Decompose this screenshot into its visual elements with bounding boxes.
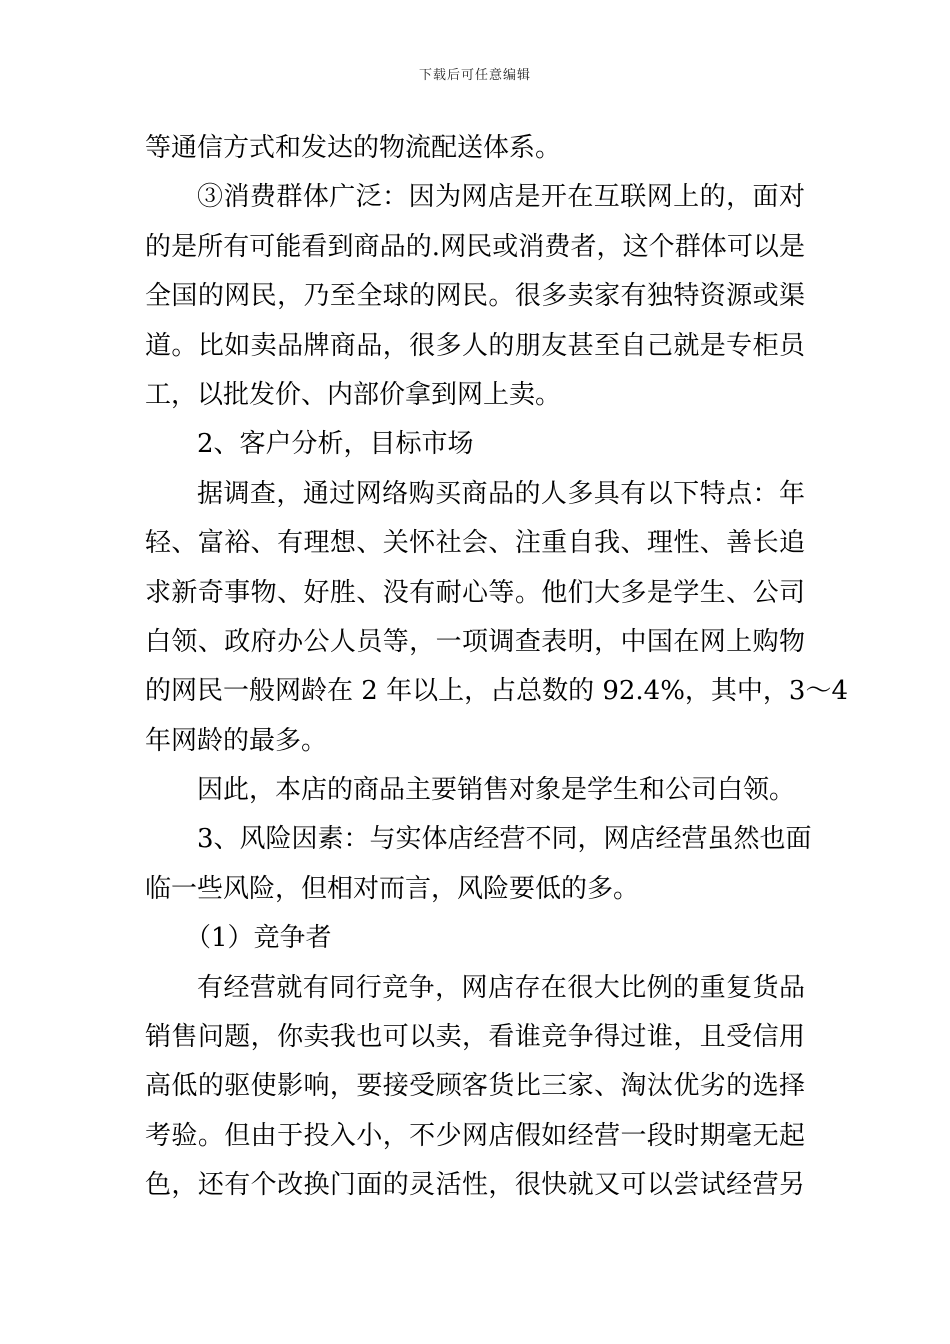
text-line: 的网民一般网龄在 2 年以上，占总数的 92.4%，其中，3～4 [145,676,849,707]
text-line: 工，以批发价、内部价拿到网上卖。 [145,379,562,410]
text-line: 色，还有个改换门面的灵活性，很快就又可以尝试经营另 [145,1170,805,1201]
body-text [145,124,849,1211]
text-line: 求新奇事物、好胜、没有耐心等。他们大多是学生、公司 [145,577,805,608]
text-line: 全国的网民，乃至全球的网民。很多卖家有独特资源或渠 [145,281,805,312]
page-header: 下载后可任意编辑 [418,68,531,83]
text-line: 据调查，通过网络购买商品的人多具有以下特点：年 [197,478,805,509]
text-line: 道。比如卖品牌商品，很多人的朋友甚至自己就是专柜员 [145,330,805,361]
text-line: 考验。但由于投入小，不少网店假如经营一段时期毫无起 [145,1120,805,1151]
text-line: 高低的驱使影响，要接受顾客货比三家、淘汰优劣的选择 [145,1071,805,1102]
text-line: 等通信方式和发达的物流配送体系。 [145,133,562,163]
text-line: 销售问题，你卖我也可以卖，看谁竞争得过谁，且受信用 [145,1022,805,1053]
text-line: 2、客户分析，目标市场 [197,429,474,460]
text-line: 轻、富裕、有理想、关怀社会、注重自我、理性、善长追 [145,528,805,559]
text-line: 年网龄的最多。 [145,725,328,756]
text-line: 因此，本店的商品主要销售对象是学生和公司白领。 [197,775,796,806]
text-line: 有经营就有同行竞争，网店存在很大比例的重复货品 [197,972,805,1003]
text-line: 临一些风险，但相对而言，风险要低的多。 [145,873,640,904]
text-line: （1）竞争者 [185,923,332,954]
text-line: 3、风险因素：与实体店经营不同，网店经营虽然也面 [197,824,812,855]
text-line: 的是所有可能看到商品的.网民或消费者，这个群体可以是 [145,231,805,262]
text-line: ③消费群体广泛：因为网店是开在互联网上的，面对 [197,182,805,213]
text-line: 白领、政府办公人员等，一项调查表明，中国在网上购物 [145,626,805,657]
